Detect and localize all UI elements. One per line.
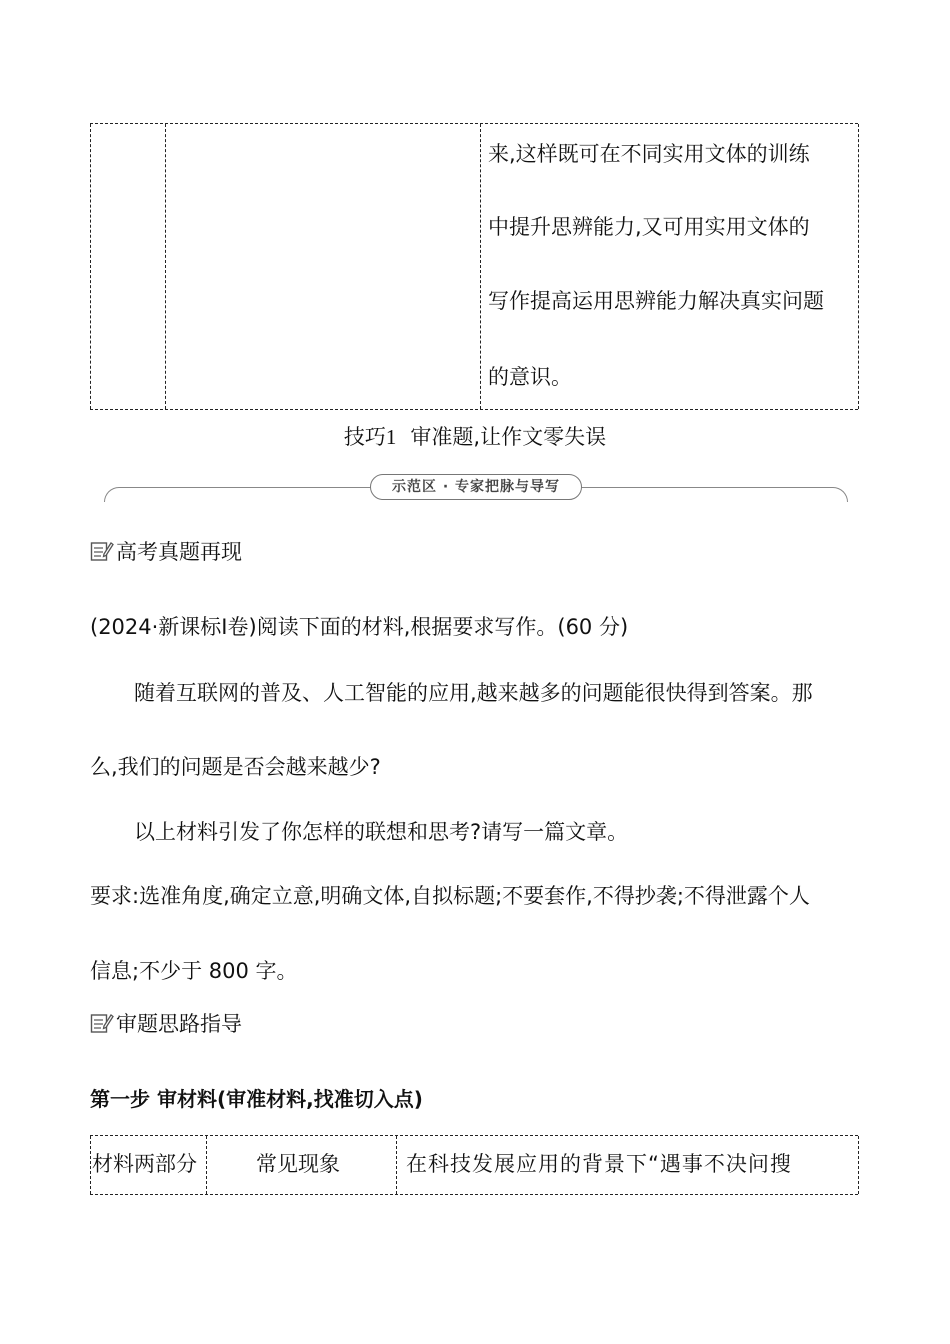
cell-line-4: 的意识。 (488, 365, 572, 389)
heading-text: 高考真题再现 (116, 540, 242, 564)
exam-prompt: 以上材料引发了你怎样的联想和思考?请写一篇文章。 (134, 820, 629, 844)
heading-exam-question (90, 536, 242, 566)
cell-common-phenomenon: 常见现象 (256, 1152, 340, 1176)
analysis-table (90, 1135, 858, 1195)
cell-line-1: 来,这样既可在不同实用文体的训练 (488, 142, 810, 166)
banner-label: 示范区 · 专家把脉与导写 (370, 474, 582, 500)
cell-material-parts: 材料两部分 (92, 1152, 197, 1176)
continuation-table (90, 123, 858, 410)
notepad-pencil-icon (90, 1012, 114, 1034)
heading-text: 审题思路指导 (116, 1012, 242, 1036)
requirements-line-2: 信息;不少于 800 字。 (90, 959, 298, 983)
cell-line-3: 写作提高运用思辨能力解决真实问题 (488, 289, 824, 313)
table-divider-2 (396, 1136, 397, 1194)
exam-source: (2024·新课标Ⅰ卷)阅读下面的材料,根据要求写作。(60 分) (90, 615, 629, 639)
cell-line-2: 中提升思辨能力,又可用实用文体的 (488, 215, 810, 239)
section-prefix: 技巧 (343, 425, 386, 449)
material-line-1: 随着互联网的普及、人工智能的应用,越来越多的问题能很快得到答案。那 (134, 681, 813, 705)
material-line-2: 么,我们的问题是否会越来越少? (90, 755, 381, 779)
table-divider-1 (206, 1136, 207, 1194)
requirements-line-1: 要求:选准角度,确定立意,明确文体,自拟标题;不要套作,不得抄袭;不得泄露个人 (90, 884, 810, 908)
table-border-left (90, 1136, 91, 1194)
step-one-heading: 第一步 审材料(审准材料,找准切入点) (90, 1087, 423, 1111)
section-title-text: 审准题,让作文零失误 (410, 425, 607, 449)
table-border-right (858, 1136, 859, 1194)
table-border-left (90, 124, 91, 409)
section-number: 1 (385, 425, 397, 449)
table-border-right (858, 124, 859, 409)
section-title (0, 421, 950, 451)
notepad-pencil-icon (90, 540, 114, 562)
cell-description: 在科技发展应用的背景下“遇事不决问搜 (406, 1152, 792, 1176)
heading-guidance (90, 1008, 242, 1038)
table-divider-1 (165, 124, 166, 409)
table-divider-2 (480, 124, 481, 409)
